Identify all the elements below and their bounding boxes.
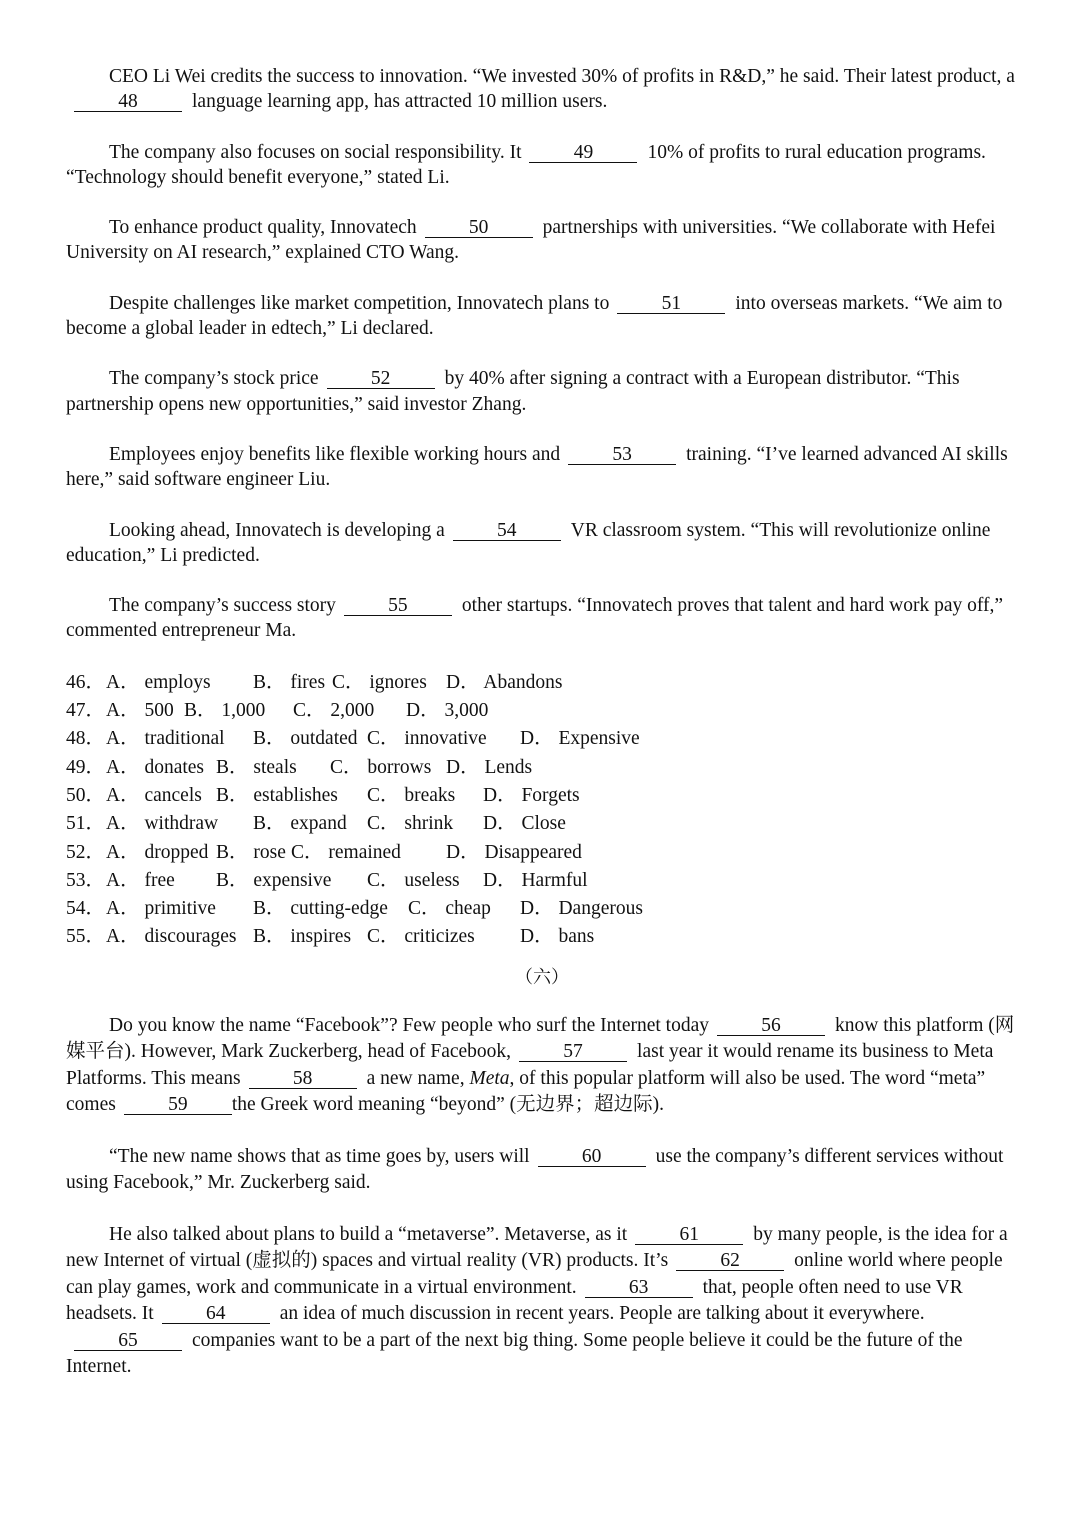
blank-61[interactable]: 61	[635, 1225, 743, 1245]
text: Employees enjoy benefits like flexible working hours and	[109, 443, 561, 465]
blank-55[interactable]: 55	[344, 596, 452, 616]
option-b[interactable]: B． inspires	[253, 926, 352, 948]
option-d[interactable]: D． Disappeared	[446, 841, 582, 863]
text: into overseas markets. “We aim to become a global leader in edtech,” Li declared.	[66, 292, 1003, 340]
blank-58[interactable]: 58	[249, 1069, 357, 1089]
option-b[interactable]: B． outdated	[253, 728, 358, 750]
option-row-52	[66, 839, 1018, 867]
option-b[interactable]: B． fires	[253, 671, 326, 693]
text: VR classroom system. “This will revolutionize online education,” Li predicted.	[66, 519, 991, 566]
italic-text: Meta	[469, 1067, 510, 1089]
option-a[interactable]: A． cancels	[106, 784, 202, 806]
blank-60[interactable]: 60	[538, 1147, 646, 1167]
question-number: 47．	[66, 700, 106, 722]
option-a[interactable]: A． dropped	[106, 841, 209, 863]
exam-page	[66, 64, 1018, 1406]
question-number: 53．	[66, 869, 106, 891]
option-a[interactable]: A． free	[106, 869, 175, 891]
option-d[interactable]: D． Harmful	[483, 869, 588, 891]
option-a[interactable]: A． primitive	[106, 898, 216, 920]
question-number: 50．	[66, 784, 106, 806]
blank-59[interactable]: 59	[124, 1095, 232, 1115]
option-c[interactable]: C． breaks	[367, 784, 456, 806]
text: know this platform (网媒平台). However, Mark Zuckerberg, head of Facebook,	[66, 1014, 1015, 1063]
option-d[interactable]: D． 3,000	[406, 700, 489, 722]
option-c[interactable]: C． borrows	[330, 756, 432, 778]
paragraph-52	[66, 366, 1018, 417]
answer-options	[66, 669, 1018, 952]
option-c[interactable]: C． useless	[367, 869, 460, 891]
text: Do you know the name “Facebook”? Few people who surf the Internet today	[109, 1014, 709, 1036]
option-c[interactable]: C． shrink	[367, 813, 454, 835]
blank-48[interactable]: 48	[74, 92, 182, 112]
option-d[interactable]: D． Forgets	[483, 784, 580, 806]
text: language learning app, has attracted 10 million users.	[192, 91, 608, 113]
blank-52[interactable]: 52	[327, 369, 435, 389]
text: The company’s success story	[109, 595, 336, 617]
option-b[interactable]: B． steals	[216, 756, 297, 778]
question-number: 51．	[66, 813, 106, 835]
option-a[interactable]: A． discourages	[106, 926, 237, 948]
option-b[interactable]: B． cutting-edge	[253, 898, 388, 920]
text: To enhance product quality, Innovatech	[109, 217, 417, 239]
text: use the company’s different services without using Facebook,” Mr. Zuckerberg said.	[66, 1145, 1004, 1194]
option-row-51	[66, 810, 1018, 838]
paragraph-49	[66, 140, 1018, 191]
option-row-54	[66, 895, 1018, 923]
question-number: 52．	[66, 841, 106, 863]
option-d[interactable]: D． Abandons	[446, 671, 563, 693]
option-row-46	[66, 669, 1018, 697]
blank-63[interactable]: 63	[585, 1278, 693, 1298]
option-row-49	[66, 754, 1018, 782]
option-row-50	[66, 782, 1018, 810]
text: CEO Li Wei credits the success to innovation. “We invested 30% of profits in R&D,” he said. Their latest product, a	[109, 66, 1015, 87]
option-d[interactable]: D． Expensive	[520, 728, 640, 750]
text: by 40% after signing a contract with a European distributor. “This partnership opens new opportunities,” said investor Zhang.	[66, 368, 960, 415]
option-d[interactable]: D． bans	[520, 926, 595, 948]
question-number: 48．	[66, 728, 106, 750]
option-c[interactable]: C． 2,000	[293, 700, 375, 722]
blank-62[interactable]: 62	[676, 1251, 784, 1271]
text: last year it would rename its business to Meta Platforms. This means	[66, 1041, 994, 1089]
option-b[interactable]: B． expand	[253, 813, 347, 835]
option-c[interactable]: C． remained	[291, 841, 401, 863]
blank-50[interactable]: 50	[425, 218, 533, 238]
text: The company’s stock price	[109, 368, 319, 390]
option-d[interactable]: D． Close	[483, 813, 566, 835]
option-a[interactable]: A． donates	[106, 756, 205, 778]
blank-57[interactable]: 57	[519, 1042, 627, 1062]
option-row-55	[66, 923, 1018, 951]
text: the Greek word meaning “beyond” (无边界；超边际).	[231, 1094, 664, 1116]
paragraph-53	[66, 442, 1018, 493]
option-b[interactable]: B． establishes	[216, 784, 338, 806]
text: online world where people can play games, work and communicate in a virtual environment.	[66, 1250, 1003, 1298]
blank-56[interactable]: 56	[717, 1016, 825, 1036]
paragraph-56-59	[66, 1013, 1018, 1119]
option-c[interactable]: C． innovative	[367, 728, 487, 750]
text: He also talked about plans to build a “metaverse”. Metaverse, as it	[109, 1223, 628, 1245]
question-number: 46．	[66, 671, 106, 693]
blank-49[interactable]: 49	[529, 143, 637, 163]
option-a[interactable]: A． employs	[106, 671, 211, 693]
option-a[interactable]: A． traditional	[106, 728, 225, 750]
option-d[interactable]: D． Dangerous	[520, 898, 643, 920]
option-b[interactable]: B． 1,000	[184, 700, 266, 722]
section-title: （六）	[515, 966, 569, 988]
paragraph-54	[66, 518, 1018, 569]
text: , of this popular platform will also be used. The word “meta” comes	[66, 1067, 986, 1116]
option-a[interactable]: A． withdraw	[106, 813, 219, 835]
option-c[interactable]: C． criticizes	[367, 926, 475, 948]
blank-51[interactable]: 51	[617, 294, 725, 314]
text: The company also focuses on social responsibility. It	[109, 141, 522, 163]
blank-64[interactable]: 64	[162, 1304, 270, 1324]
text: training. “I’ve learned advanced AI skills here,” said software engineer Liu.	[66, 443, 1008, 491]
text: an idea of much discussion in recent years. People are talking about it everywhere.	[279, 1303, 925, 1325]
text: 10% of profits to rural education programs. “Technology should benefit everyone,” stated Li.	[66, 141, 986, 188]
text: partnerships with universities. “We collaborate with Hefei University on AI research,” explained CTO Wang.	[66, 217, 996, 264]
text: other startups. “Innovatech proves that talent and hard work pay off,” commented entrepreneur Ma.	[66, 595, 1004, 642]
option-b[interactable]: B． rose	[216, 841, 286, 863]
blank-54[interactable]: 54	[453, 521, 561, 541]
question-number: 54．	[66, 898, 106, 920]
option-row-47	[66, 697, 1018, 725]
text: a new name,	[366, 1067, 465, 1089]
blank-65[interactable]: 65	[74, 1331, 182, 1351]
option-row-53	[66, 867, 1018, 895]
question-number: 49．	[66, 756, 106, 778]
option-a[interactable]: A． 500	[106, 700, 174, 722]
text: that, people often need to use VR headsets. It	[66, 1276, 963, 1325]
text: Looking ahead, Innovatech is developing a	[109, 519, 445, 541]
option-row-48	[66, 725, 1018, 753]
paragraph-60	[66, 1144, 1018, 1197]
text: companies want to be a part of the next big thing. Some people believe it could be the future of the Internet.	[66, 1329, 963, 1378]
option-c[interactable]: C． cheap	[408, 898, 491, 920]
text: by many people, is the idea for a new Internet of virtual (虚拟的) spaces and virtual reality (VR) products. It’s	[66, 1223, 1008, 1272]
paragraph-50	[66, 215, 1018, 266]
text: “The new name shows that as time goes by, users will	[109, 1145, 530, 1167]
blank-53[interactable]: 53	[568, 445, 676, 465]
option-c[interactable]: C． ignores	[332, 671, 427, 693]
question-number: 55．	[66, 926, 106, 948]
paragraph-61-65	[66, 1222, 1018, 1381]
paragraph-48	[66, 64, 1018, 115]
paragraph-51	[66, 291, 1018, 342]
option-b[interactable]: B． expensive	[216, 869, 332, 891]
text: Despite challenges like market competition, Innovatech plans to	[109, 292, 610, 314]
paragraph-55	[66, 593, 1018, 644]
option-d[interactable]: D． Lends	[446, 756, 533, 778]
